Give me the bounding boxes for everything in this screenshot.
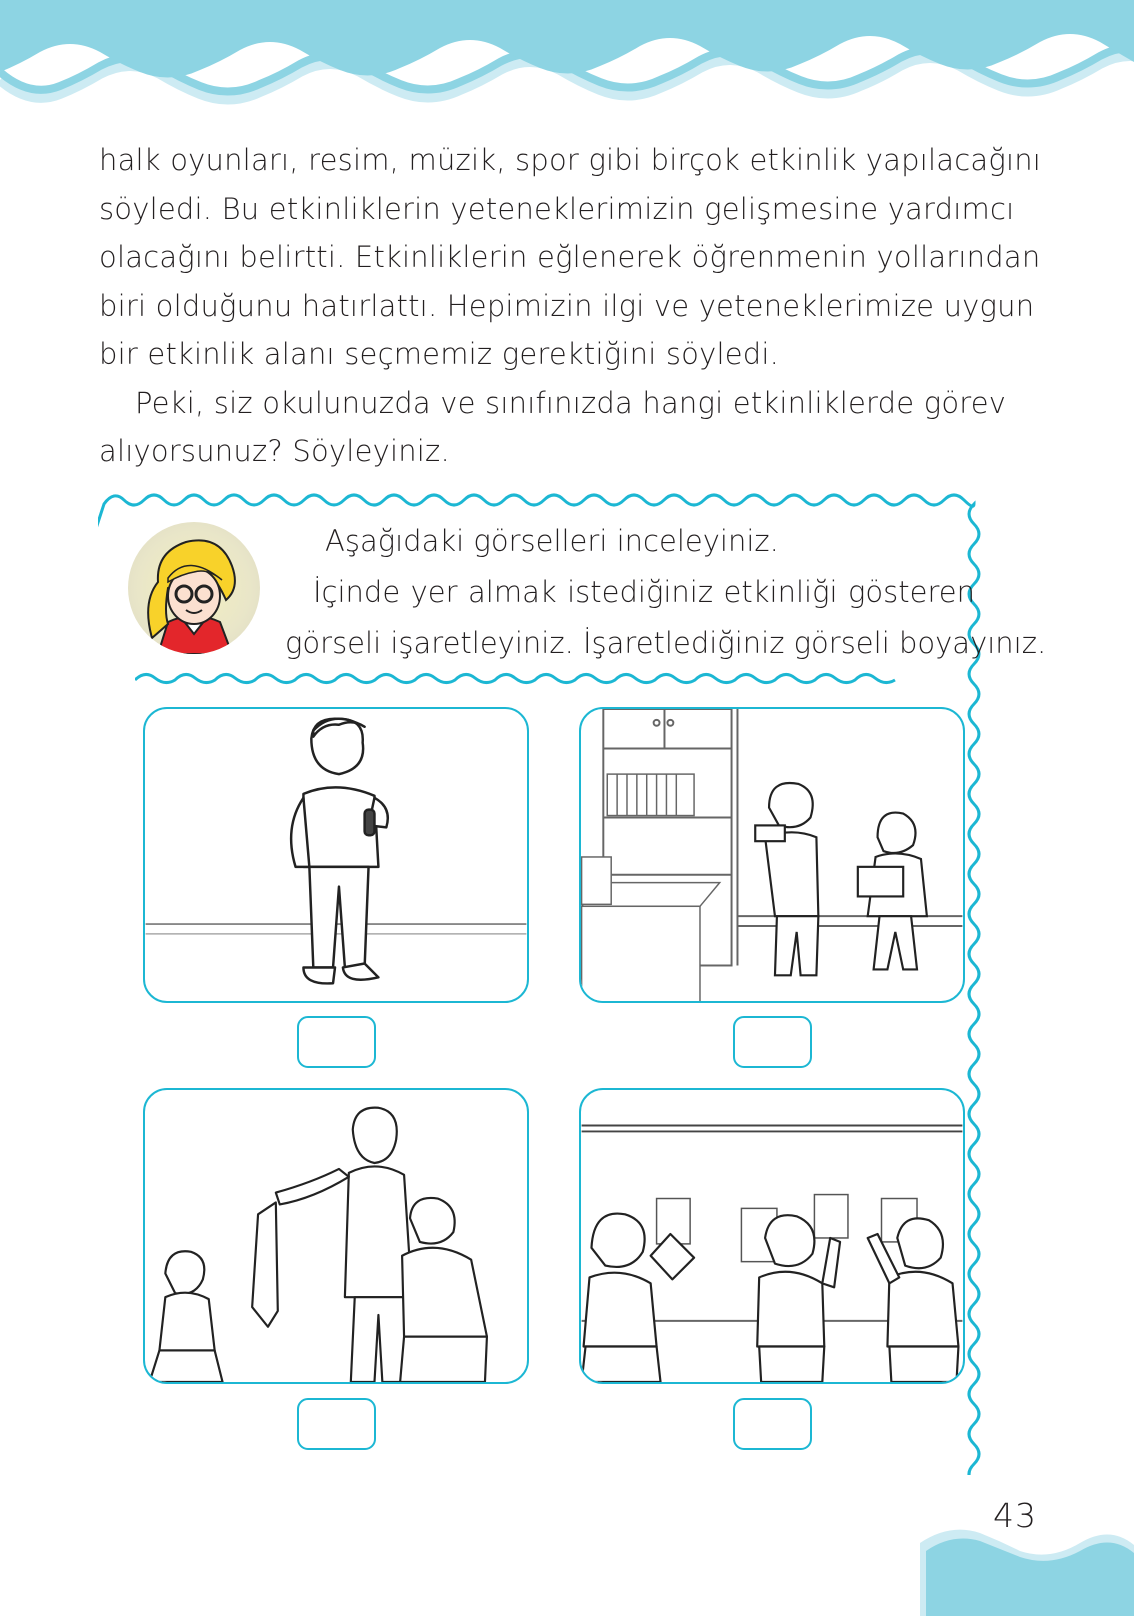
text-line: biri olduğunu hatırlattı. Hepimizin ilgi ve yeteneklerimize uygun <box>99 288 1035 323</box>
image-library[interactable] <box>579 707 965 1003</box>
image-bulletin-board[interactable] <box>579 1088 965 1384</box>
wavy-separator <box>135 668 975 688</box>
activity-instructions <box>285 516 1047 669</box>
instruction-line: görseli işaretleyiniz. İşaretlediğiniz görseli boyayınız. <box>285 626 1047 660</box>
paragraph-2 <box>99 379 1007 476</box>
header-wave-decoration <box>0 0 1134 110</box>
image-singing[interactable] <box>143 707 529 1003</box>
checkbox-library[interactable] <box>733 1016 812 1068</box>
instruction-line: İçinde yer almak istediğiniz etkinliği gösteren <box>313 575 975 609</box>
girl-avatar-icon <box>128 522 260 654</box>
text-line: halk oyunları, resim, müzik, spor gibi birçok etkinlik yapılacağını <box>99 143 1042 177</box>
checkbox-singing[interactable] <box>297 1016 376 1068</box>
text-line: söyledi. Bu etkinliklerin yeteneklerimizin gelişmesine yardımcı <box>99 191 1015 226</box>
checkbox-bulletin-board[interactable] <box>733 1398 812 1450</box>
text-line: olacağını belirtti. Etkinliklerin eğlenerek öğrenmenin yollarından <box>99 240 1041 274</box>
text-line: Peki, siz okulunuzda ve sınıfınızda hangi etkinliklerde görev <box>135 385 1007 420</box>
image-magic[interactable] <box>143 1088 529 1384</box>
text-line: alıyorsunuz? Söyleyiniz. <box>99 434 450 468</box>
story-text <box>99 136 1042 476</box>
checkbox-magic[interactable] <box>297 1398 376 1450</box>
paragraph-1 <box>99 136 1042 379</box>
instruction-line: Aşağıdaki görselleri inceleyiniz. <box>325 524 779 558</box>
footer-wave-decoration <box>920 1525 1134 1616</box>
text-line: bir etkinlik alanı seçmemiz gerektiğini söyledi. <box>99 337 780 371</box>
page-number: 43 <box>993 1496 1037 1535</box>
